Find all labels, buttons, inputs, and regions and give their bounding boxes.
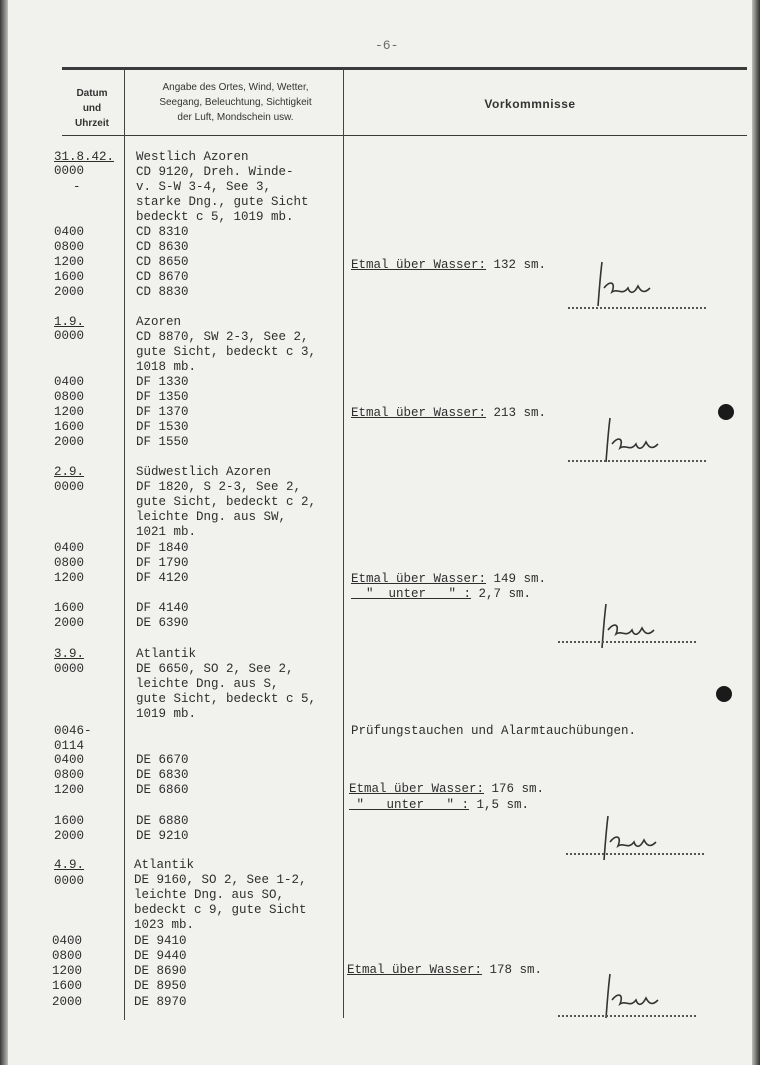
place-cell: leichte Dng. aus SO, bbox=[134, 888, 285, 902]
time-cell: 0800 bbox=[52, 949, 83, 963]
time-cell: 0046- bbox=[54, 724, 92, 738]
date-column-divider bbox=[124, 70, 125, 1020]
place-cell: CD 8650 bbox=[136, 255, 189, 269]
place-cell: DF 1840 bbox=[136, 541, 189, 555]
signature-line bbox=[568, 460, 706, 462]
header-rule bbox=[62, 135, 747, 136]
event-note: " unter " : 1,5 sm. bbox=[349, 798, 530, 812]
place-cell: 1018 mb. bbox=[136, 360, 197, 374]
header-date-column: Datum und Uhrzeit bbox=[75, 88, 109, 129]
place-column-divider bbox=[343, 70, 344, 1018]
entry-date: 4.9. bbox=[54, 858, 85, 872]
time-cell: 0400 bbox=[54, 375, 85, 389]
place-cell: DE 8690 bbox=[134, 964, 187, 978]
place-cell: DE 9160, SO 2, See 1-2, bbox=[134, 873, 307, 887]
time-cell: 1600 bbox=[54, 270, 85, 284]
time-cell: 1200 bbox=[54, 783, 85, 797]
time-cell: 0000 bbox=[54, 329, 85, 343]
time-cell: 2000 bbox=[54, 829, 85, 843]
place-cell: DE 6390 bbox=[136, 616, 189, 630]
place-cell: DF 1820, S 2-3, See 2, bbox=[136, 480, 302, 494]
time-cell: 0400 bbox=[54, 225, 85, 239]
time-cell: 1200 bbox=[54, 405, 85, 419]
signature-line bbox=[558, 1015, 696, 1017]
place-cell: DE 8970 bbox=[134, 995, 187, 1009]
place-cell: DF 1350 bbox=[136, 390, 189, 404]
place-cell: CD 8830 bbox=[136, 285, 189, 299]
time-cell: 0800 bbox=[54, 556, 85, 570]
signature bbox=[590, 258, 670, 308]
time-cell: 0000 bbox=[54, 164, 85, 178]
time-cell: 0800 bbox=[54, 240, 85, 254]
place-cell: gute Sicht, bedeckt c 3, bbox=[136, 345, 317, 359]
time-cell: 1600 bbox=[54, 420, 85, 434]
event-note: " unter " : 2,7 sm. bbox=[351, 587, 532, 601]
event-note: Prüfungstauchen und Alarmtauchübungen. bbox=[351, 724, 637, 738]
event-note: Etmal über Wasser: 178 sm. bbox=[347, 963, 543, 977]
time-cell: 1600 bbox=[54, 814, 85, 828]
place-cell: DE 6830 bbox=[136, 768, 189, 782]
log-page bbox=[8, 0, 752, 1065]
place-cell: DE 6880 bbox=[136, 814, 189, 828]
place-cell: v. S-W 3-4, See 3, bbox=[136, 180, 272, 194]
time-cell: 1200 bbox=[54, 255, 85, 269]
place-cell: Atlantik bbox=[136, 647, 197, 661]
place-cell: leichte Dng. aus SW, bbox=[136, 510, 287, 524]
place-cell: DE 9410 bbox=[134, 934, 187, 948]
place-cell: DF 1330 bbox=[136, 375, 189, 389]
place-cell: DE 9440 bbox=[134, 949, 187, 963]
place-cell: CD 8670 bbox=[136, 270, 189, 284]
time-cell: 0800 bbox=[54, 390, 85, 404]
time-cell: 0000 bbox=[54, 662, 85, 676]
place-cell: DE 6650, SO 2, See 2, bbox=[136, 662, 294, 676]
signature bbox=[598, 970, 678, 1020]
time-cell: 0400 bbox=[54, 541, 85, 555]
place-cell: 1023 mb. bbox=[134, 918, 195, 932]
entry-date: 1.9. bbox=[54, 315, 85, 329]
place-cell: Azoren bbox=[136, 315, 182, 329]
signature bbox=[598, 414, 678, 464]
place-cell: DF 1790 bbox=[136, 556, 189, 570]
time-cell: 0400 bbox=[52, 934, 83, 948]
time-cell: 1600 bbox=[54, 601, 85, 615]
place-cell: DF 1370 bbox=[136, 405, 189, 419]
scan-right-edge bbox=[752, 0, 760, 1065]
time-cell: 2000 bbox=[52, 995, 83, 1009]
signature-line bbox=[558, 641, 696, 643]
entry-date: 3.9. bbox=[54, 647, 85, 661]
place-cell: DE 9210 bbox=[136, 829, 189, 843]
place-cell: 1019 mb. bbox=[136, 707, 197, 721]
place-cell: bedeckt c 9, gute Sicht bbox=[134, 903, 307, 917]
place-cell: DF 1530 bbox=[136, 420, 189, 434]
event-note: Etmal über Wasser: 213 sm. bbox=[351, 406, 547, 420]
header-place-column: Angabe des Ortes, Wind, Wetter, Seegang, Beleuchtung, Sichtigkeit der Luft, Mondschein usw. bbox=[159, 82, 312, 123]
signature-line bbox=[566, 853, 704, 855]
top-rule bbox=[62, 67, 747, 70]
place-cell: DE 6860 bbox=[136, 783, 189, 797]
place-cell: bedeckt c 5, 1019 mb. bbox=[136, 210, 294, 224]
time-cell: 1200 bbox=[54, 571, 85, 585]
time-cell: 2000 bbox=[54, 285, 85, 299]
place-cell: leichte Dng. aus S, bbox=[136, 677, 279, 691]
place-cell: CD 8310 bbox=[136, 225, 189, 239]
place-cell: gute Sicht, bedeckt c 5, bbox=[136, 692, 317, 706]
place-cell: 1021 mb. bbox=[136, 525, 197, 539]
place-cell: DE 8950 bbox=[134, 979, 187, 993]
place-cell: DF 4140 bbox=[136, 601, 189, 615]
entry-date: 2.9. bbox=[54, 465, 85, 479]
signature-line bbox=[568, 307, 706, 309]
time-cell: 0114 bbox=[54, 739, 85, 753]
time-cell: 2000 bbox=[54, 616, 85, 630]
place-cell: gute Sicht, bedeckt c 2, bbox=[136, 495, 317, 509]
place-cell: Atlantik bbox=[134, 858, 195, 872]
event-note: Etmal über Wasser: 132 sm. bbox=[351, 258, 547, 272]
time-cell: 0400 bbox=[54, 753, 85, 767]
punch-hole bbox=[718, 404, 734, 420]
place-cell: Westlich Azoren bbox=[136, 150, 249, 164]
time-cell: 2000 bbox=[54, 435, 85, 449]
header-events-column: Vorkommnisse bbox=[484, 97, 576, 111]
time-cell: - bbox=[73, 180, 81, 194]
time-cell: 1600 bbox=[52, 979, 83, 993]
punch-hole bbox=[716, 686, 732, 702]
entry-date: 31.8.42. bbox=[54, 150, 115, 164]
place-cell: starke Dng., gute Sicht bbox=[136, 195, 309, 209]
page-number: -6- bbox=[375, 38, 399, 53]
place-cell: CD 8630 bbox=[136, 240, 189, 254]
place-cell: DF 1550 bbox=[136, 435, 189, 449]
place-cell: DE 6670 bbox=[136, 753, 189, 767]
time-cell: 0000 bbox=[54, 480, 85, 494]
place-cell: Südwestlich Azoren bbox=[136, 465, 272, 479]
time-cell: 1200 bbox=[52, 964, 83, 978]
place-cell: DF 4120 bbox=[136, 571, 189, 585]
time-cell: 0000 bbox=[54, 874, 85, 888]
event-note: Etmal über Wasser: 176 sm. bbox=[349, 782, 545, 796]
time-cell: 0800 bbox=[54, 768, 85, 782]
place-cell: CD 8870, SW 2-3, See 2, bbox=[136, 330, 309, 344]
place-cell: CD 9120, Dreh. Winde- bbox=[136, 165, 294, 179]
event-note: Etmal über Wasser: 149 sm. bbox=[351, 572, 547, 586]
